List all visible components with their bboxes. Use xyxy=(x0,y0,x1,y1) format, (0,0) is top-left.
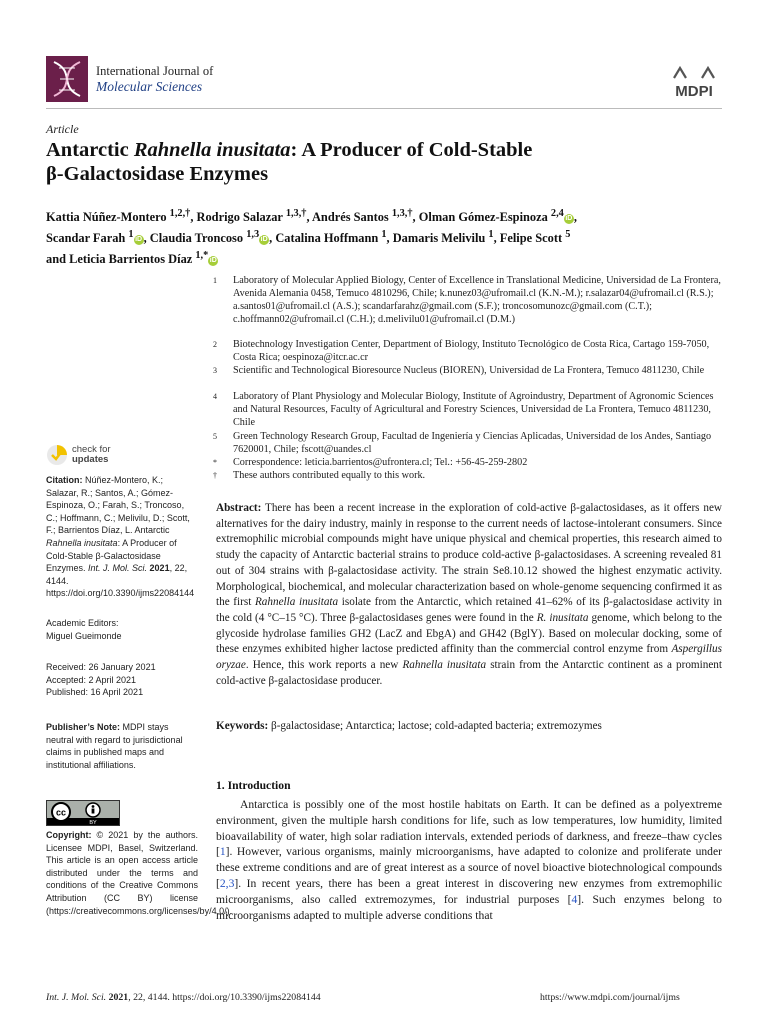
orcid-icon[interactable]: iD xyxy=(260,236,268,244)
publication-dates: Received: 26 January 2021 Accepted: 2 April 2021 Published: 16 April 2021 xyxy=(46,662,156,698)
affiliation: 3 Scientific and Technological Bioresource Nucleus (BIOREN), Universidad de La Frontera, Temuco 4811230, Chile xyxy=(213,365,705,376)
academic-editors: Academic Editors: Miguel Gueimonde xyxy=(46,618,122,641)
equal-contribution-note: † These authors contributed equally to this work. xyxy=(213,470,426,481)
affiliation: 4 Laboratory of Plant Physiology and Molecular Biology, Institute of Agroindustry, Department of Agronomic Sciences and Natural Resources, Faculty of Agricultural and Forestry Sciences, Universidad de La Frontera, Temuco 4811230, Chile xyxy=(213,391,714,428)
check-updates-icon xyxy=(46,444,68,466)
affiliation: 1 Laboratory of Molecular Applied Biology, Center of Excellence in Translational Medicine, Universidad de La Frontera, Avenida Alemania 0458, Temuco 4810296, Chile; k.nunez03@ufromail.cl (K.N.-M.); r.salazar04@ufromail.cl (R.S.); a.santos01@ufromail.cl (A.S.); scandarfarahz@gmail.com (S.F.); troncosomunozc@gmail.com (C.T.); c.hoffmann02@ufromail.cl (C.H.); d.melivilu01@ufromail.cl (D.M.) xyxy=(213,275,721,325)
cc-by-license-badge[interactable] xyxy=(46,800,120,826)
citation-block: Citation: Núñez-Montero, K.; Salazar, R.; Santos, A.; Gómez-Espinoza, O.; Farah, S.; Troncoso, C.; Hoffmann, C.; Melivilu, D.; Scott, F.; Barrientos Díaz, L. Antarctic Rahnella inusitata: A Producer of Cold-Stable β-Galactosidase Enzymes. Int. J. Mol. Sci. 2021, 22, 4144. https://doi.org/10.3390/ijms22084144 xyxy=(46,475,195,599)
reference-link[interactable]: 4 xyxy=(571,892,578,906)
abstract: Abstract: There has been a recent increase in the exploration of cold-active β-galactosidases, as it offers new alternatives for the dairy industry, mainly in response to the current needs of lactose-intolerant consumers. Since extremophilic microbial compounds might have unique physical and chemical properties, this research aimed to study the capacity of Antarctic bacterial strains to produce cold-active β-galactosidases. A screening revealed 81 out of 304 strains with β-galactosidase activity. The strain Se8.10.12 showed the highest enzymatic activity. Morphological, biochemical, and molecular characterization based on whole-genome sequencing confirmed it as the first Rahnella inusitata isolate from the Antarctic, which retained 41–62% of its β-galactosidase activity in the cold (4 °C–15 °C). Three β-galactosidases genes were found in the R. inusitata genome, which belong to the glycoside hydrolase families GH2 (LacZ and EbgA) and GH42 (BglY). Based on molecular docking, some of these enzymes exhibited higher lactose predicted affinity than the commercial control enzyme from Aspergillus oryzae. Hence, this work reports a new Rahnella inusitata strain from the Antarctic continent as a prominent cold-active β-galactosidase producer. xyxy=(216,502,723,687)
svg-text:cc: cc xyxy=(55,807,67,818)
keywords: Keywords: β-galactosidase; Antarctica; lactose; cold-adapted bacteria; extremozymes xyxy=(216,720,602,732)
section-heading: 1. Introduction xyxy=(216,779,291,792)
svg-text:BY: BY xyxy=(89,820,97,825)
journal-name: International Journal of Molecular Sciences xyxy=(96,64,214,94)
publisher-note: Publisher’s Note: MDPI stays neutral with regard to jurisdictional claims in published maps and institutional affiliations. xyxy=(46,722,183,770)
correspondence: * Correspondence: leticia.barrientos@ufrontera.cl; Tel.: +56-45-259-2802 xyxy=(213,457,528,468)
affiliation: 5 Green Technology Research Group, Facultad de Ingeniería y Ciencias Aplicadas, Universidad de los Andes, Santiago 7620001, Chile; fscott@uandes.cl xyxy=(213,431,712,455)
copyright-notice: Copyright: © 2021 by the authors. Licensee MDPI, Basel, Switzerland. This article is an open access article distributed under the terms and conditions of the Creative Commons Attribution (CC BY) license (https://creativecommons.org/licenses/by/4.0/). xyxy=(46,830,233,916)
reference-link[interactable]: 2,3 xyxy=(219,876,235,890)
introduction-paragraph: Antarctica is possibly one of the most hostile habitats on Earth. It can be defined as a polyextreme environment, given the multiple harsh conditions for life, such as low temperatures, low humidity, limited bioavailability of water, high solar radiation intervals, extended periods of darkness, and freeze–thaw cycles [1]. However, various organisms, mainly microorganisms, have adapted to colonize and proliferate under these extreme conditions and are of great interest as a source of novel bioactive biotechnological compounds [2,3]. In recent years, there has been a great interest in discovering new enzymes from extremophilic microorganisms, also called extremozymes, for industrial purposes [4]. Such enzymes belong to microorganisms adapted to multiple adverse conditions that xyxy=(216,798,722,922)
article-title: Antarctic Rahnella inusitata: A Producer of Cold-Stable β-Galactosidase Enzymes xyxy=(46,139,533,185)
creative-commons-icon xyxy=(47,801,119,825)
publisher-name: MDPI xyxy=(675,83,713,100)
reference-link[interactable]: 1 xyxy=(219,845,226,859)
journal-logo xyxy=(46,56,88,102)
author-list: Kattia Núñez-Montero $^{1,2,\dagger}$, Rodrigo Salazar $^{1,3,\dagger}$, Andrés Santos $^{1,3,\dagger}$, Olman Gómez-Espinoza $^{2,4}$ iD , Scandar Farah $^1$ iD , Claudia Troncoso $^{1,3}$ iD , Catalina Hoffmann $^1$, Damaris Melivilu $^1$, Felipe Scott $^5$ and Leticia Barrientos Díaz $^{1,*}$ iD xyxy=(46,208,577,267)
footer-citation: Int. J. Mol. Sci. 2021, 22, 4144. https://doi.org/10.3390/ijms22084144 xyxy=(46,992,321,1003)
header-divider xyxy=(46,108,722,109)
orcid-icon[interactable]: iD xyxy=(209,257,217,265)
orcid-icon[interactable]: iD xyxy=(565,215,573,223)
journal-url-link[interactable]: https://www.mdpi.com/journal/ijms xyxy=(540,992,680,1003)
mdpi-logo[interactable] xyxy=(666,66,722,100)
check-for-updates-button[interactable]: check for updates xyxy=(46,444,126,466)
article-type: Article xyxy=(46,122,79,136)
affiliation: 2 Biotechnology Investigation Center, Department of Biology, Instituto Tecnológico de Costa Rica, Cartago 159-7050, Costa Rica; oespinoza@itcr.ac.cr xyxy=(213,339,710,363)
orcid-icon[interactable]: iD xyxy=(135,236,143,244)
